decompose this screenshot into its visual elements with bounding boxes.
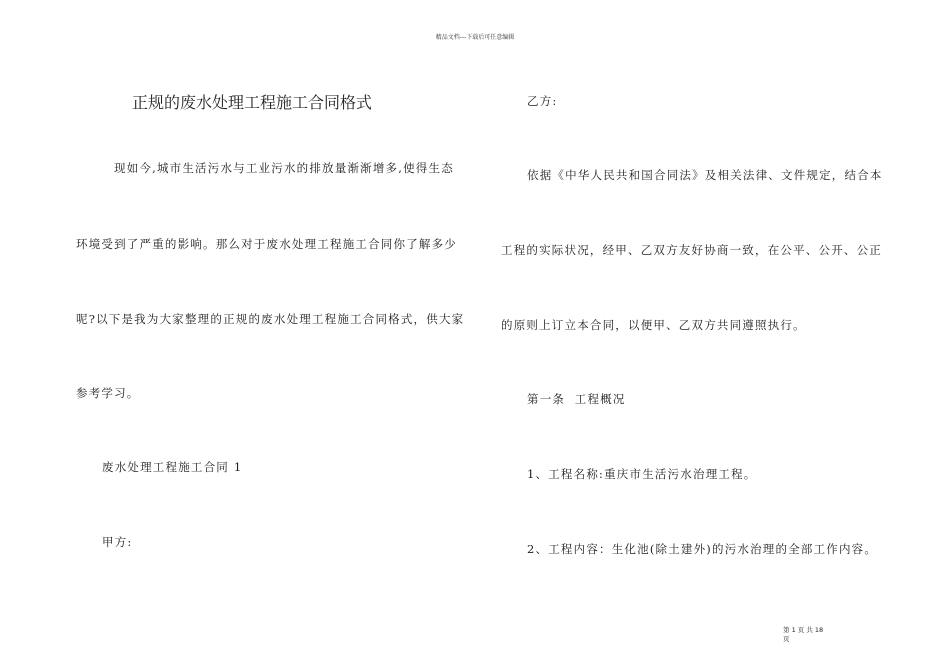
party-b-label: 乙方: xyxy=(527,94,558,108)
right-paragraph-line-2: 工程的实际状况，经甲、乙双方友好协商一致，在公平、公开、公正 xyxy=(501,243,882,257)
left-paragraph-line-4: 参考学习。 xyxy=(76,386,140,400)
right-paragraph-line-3: 的原则上订立本合同，以便甲、乙双方共同遵照执行。 xyxy=(501,318,806,332)
left-paragraph-line-3: 呢?以下是我为大家整理的正规的废水处理工程施工合同格式，供大家 xyxy=(76,312,465,326)
page-number-line-1: 第 1 页 共 18 xyxy=(783,626,824,634)
left-paragraph-line-1: 现如今,城市生活污水与工业污水的排放量渐渐增多,使得生态 xyxy=(114,161,454,175)
project-name-line: 1、工程名称:重庆市生活污水治理工程。 xyxy=(527,467,757,481)
contract-heading: 废水处理工程施工合同 1 xyxy=(102,460,243,474)
header-note: 精品文档---下载后可任意编辑 xyxy=(435,34,515,41)
party-a-label: 甲方: xyxy=(102,535,133,549)
page-footer xyxy=(783,626,843,644)
document-title: 正规的废水处理工程施工合同格式 xyxy=(132,93,373,112)
project-content-line: 2、工程内容：生化池(除土建外)的污水治理的全部工作内容。 xyxy=(527,542,878,556)
left-paragraph-line-2: 环境受到了严重的影响。那么对于废水处理工程施工合同你了解多少 xyxy=(76,237,457,251)
page-number-line-2: 页 xyxy=(783,635,790,643)
article-one-heading: 第一条 工程概况 xyxy=(527,392,626,406)
right-paragraph-line-1: 依据《中华人民共和国合同法》及相关法律、文件规定，结合本 xyxy=(527,168,883,182)
